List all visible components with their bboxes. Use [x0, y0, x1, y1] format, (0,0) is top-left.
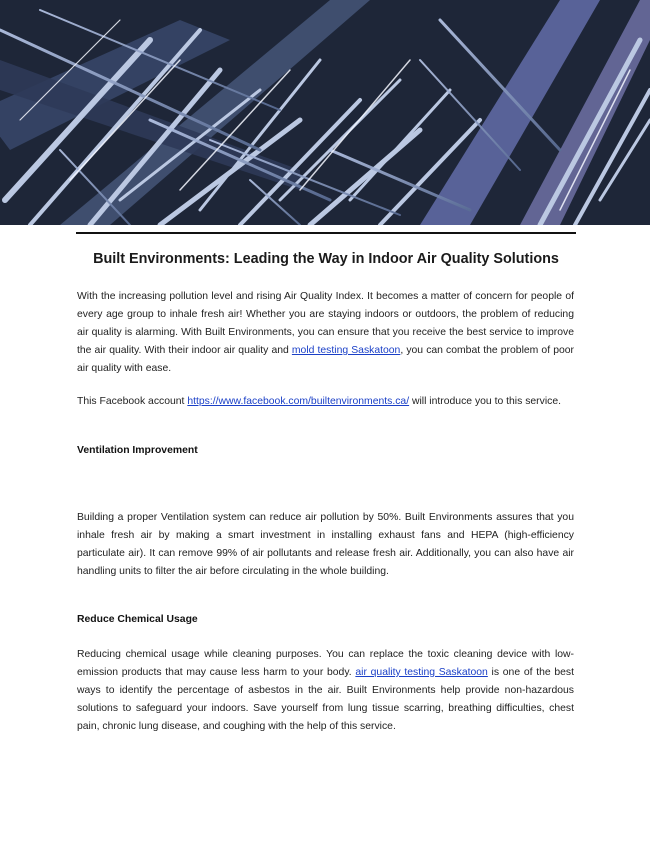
facebook-text-start: This Facebook account: [77, 396, 188, 407]
intro-text-end: , you can combat the problem of poor air quality with ease.: [77, 345, 574, 374]
ventilation-paragraph: Building a proper Ventilation system can reduce air pollution by 50%. Built Environments assures that you inhale fresh air by making a smart investment in installing exhaust fans and HEPA (high-efficiency particulate air). It can remove 99% of air pollutants and release fresh air. Additionally, you can also have air handling units to filter the air before circulating in the whole building.: [77, 512, 574, 577]
chemical-text-start: Reducing chemical usage while cleaning purposes. You can replace the toxic cleaning device with low-emission products that may cause less harm to your body.: [77, 649, 574, 678]
section-heading-chemical: Reduce Chemical Usage: [77, 614, 198, 625]
intro-text-start: With the increasing pollution level and rising Air Quality Index. It becomes a matter of concern for people of every age group to inhale fresh air! Whether you are staying indoors or outdoors, the problem of reducing air quality is alarming. With Built Environments, you can ensure that you receive the best service to improve the air quality. With their indoor air quality and: [77, 291, 574, 356]
facebook-paragraph: [77, 393, 574, 411]
intro-paragraph: [77, 288, 574, 378]
mold-testing-link[interactable]: mold testing Saskatoon: [291, 345, 401, 356]
air-quality-testing-link[interactable]: air quality testing Saskatoon: [355, 667, 488, 678]
title-divider: [76, 232, 576, 234]
facebook-text-end: will introduce you to this service.: [409, 396, 561, 407]
section-heading-ventilation: Ventilation Improvement: [77, 445, 198, 456]
page-title: Built Environments: Leading the Way in Indoor Air Quality Solutions: [93, 251, 559, 267]
hero-image: [0, 0, 650, 225]
facebook-link[interactable]: https://www.facebook.com/builtenvironments.ca/: [187, 396, 410, 407]
chemical-text-end: is one of the best ways to identify the percentage of asbestos in the air. Built Environments help provide non-hazardous solutions to safeguard your indoors. Save yourself from lung tissue scarring, breathing difficulties, chest pain, chronic lung disease, and coughing with the help of this service.: [77, 667, 574, 732]
chemical-paragraph: [77, 646, 574, 736]
fiber-microscopy-image: [0, 0, 650, 225]
